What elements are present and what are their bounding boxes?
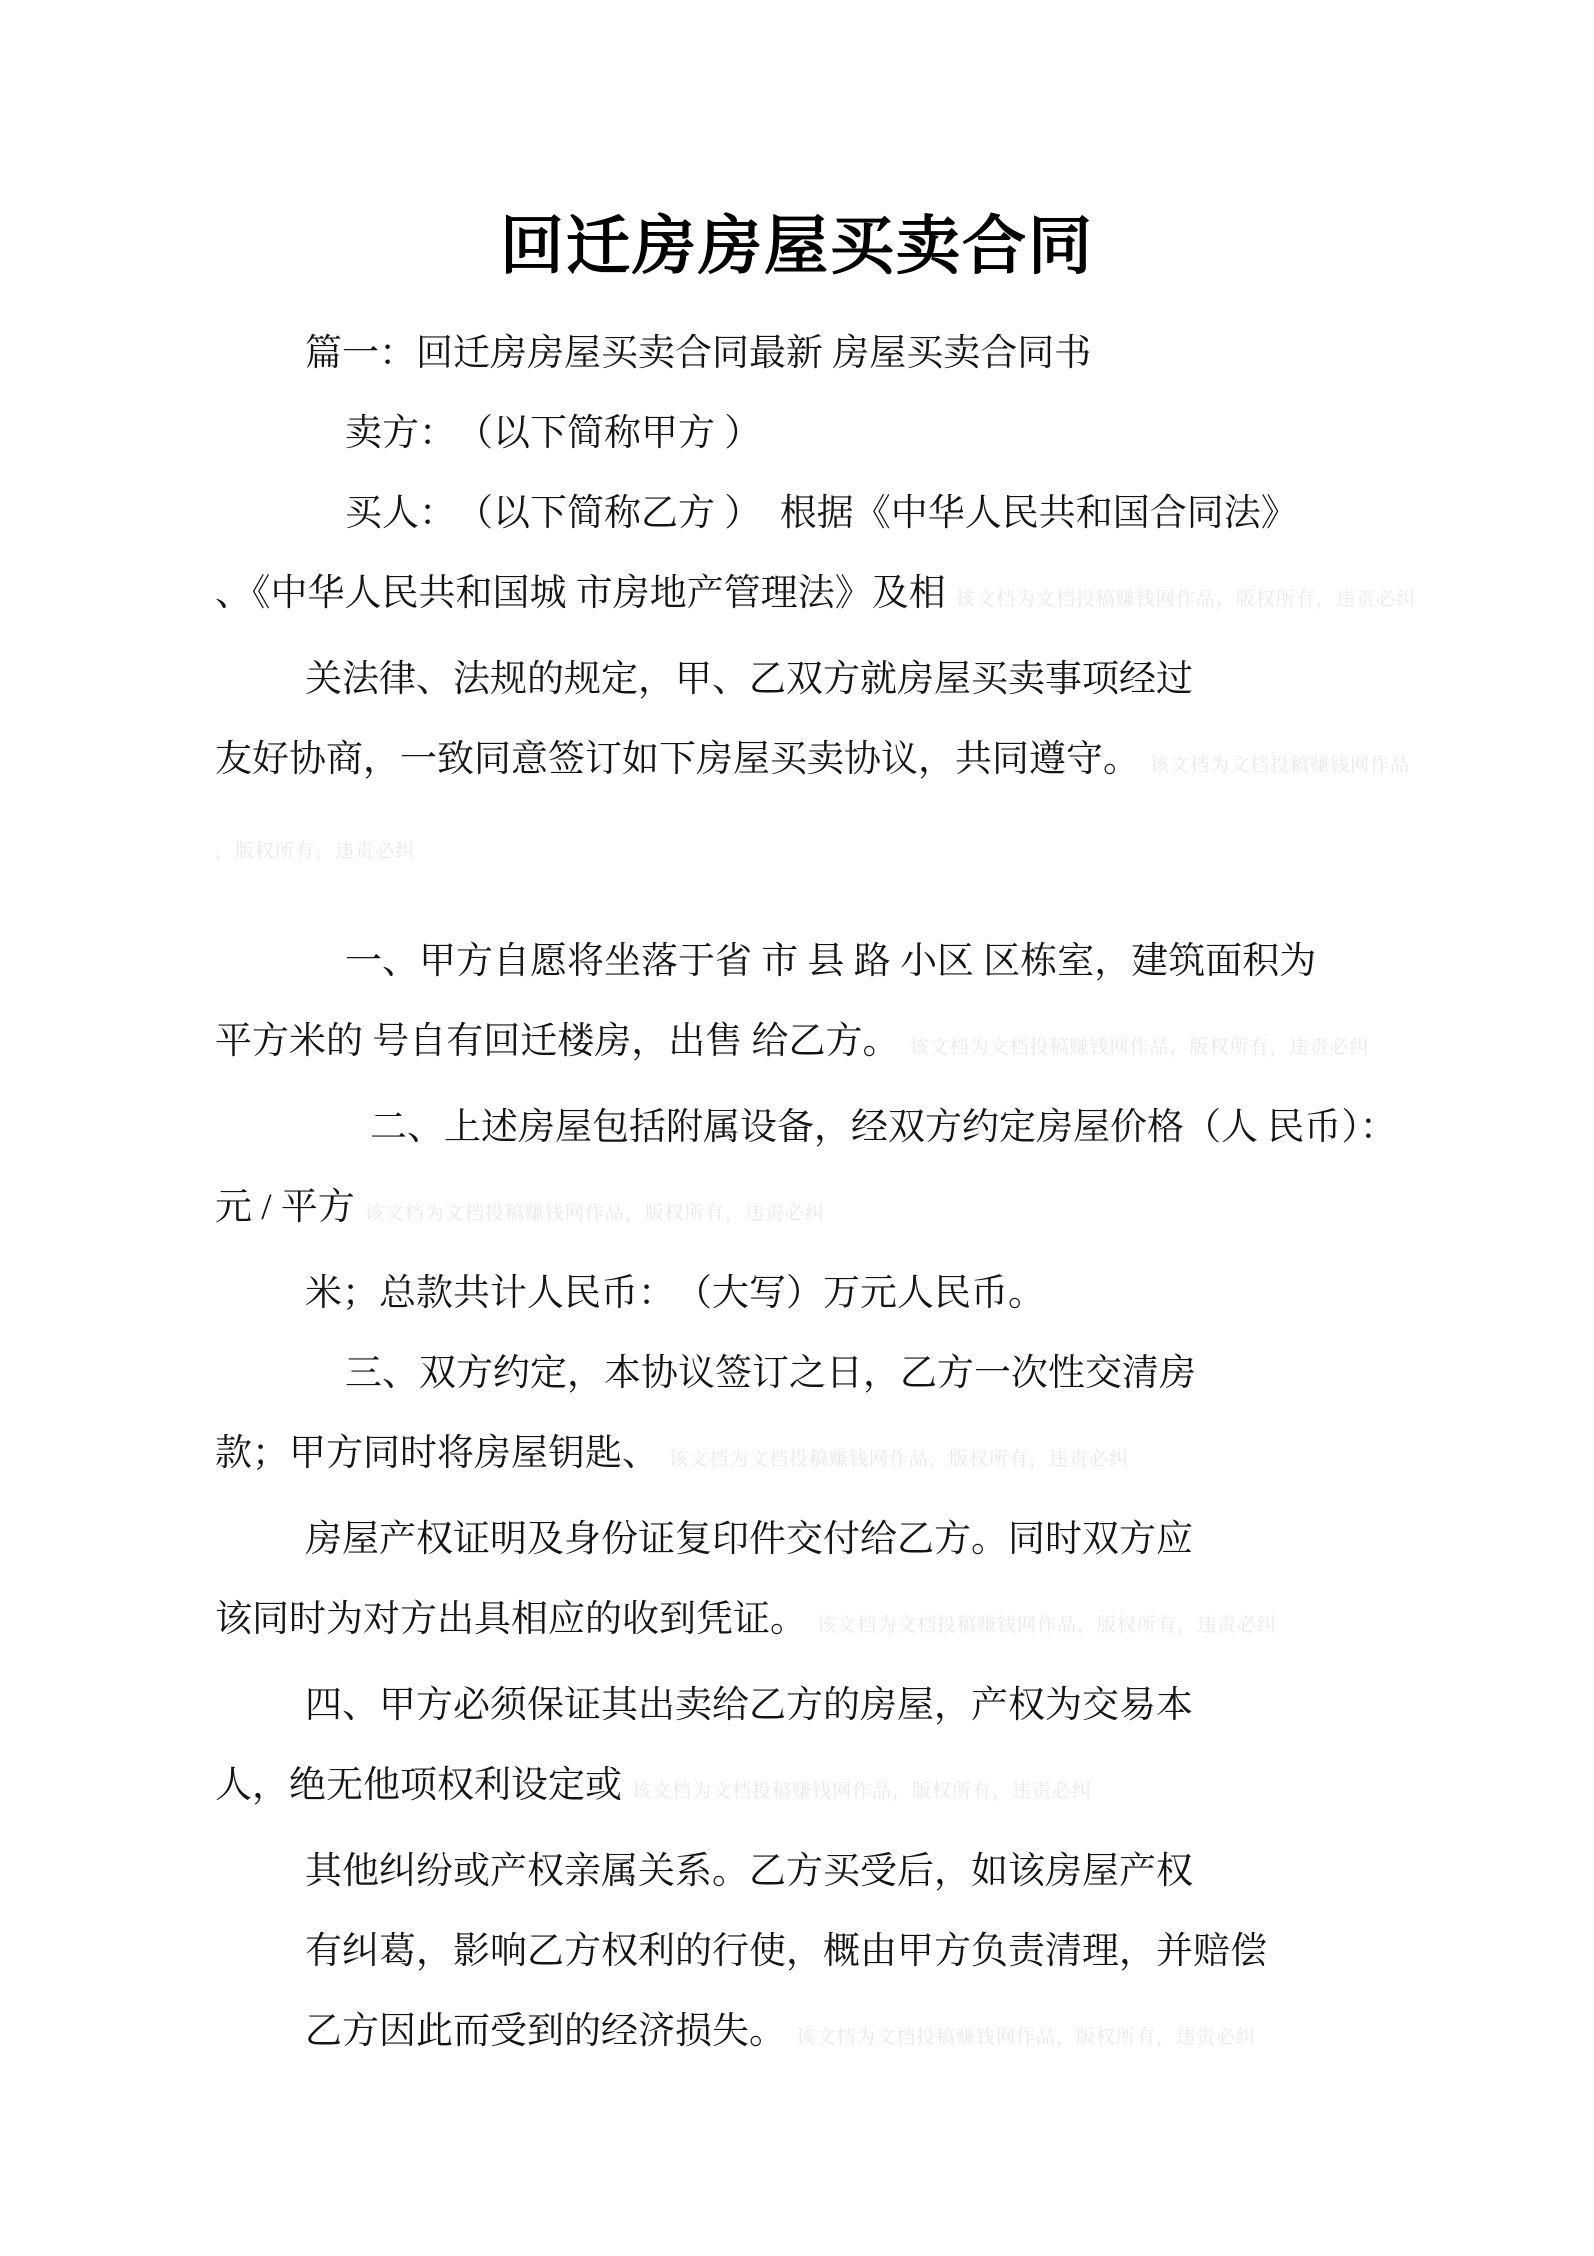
paragraph-text: 篇一：回迁房房屋买卖合同最新 房屋买卖合同书 — [305, 332, 1092, 374]
watermark-text: 该文档为文档投稿赚钱网作品 — [1150, 754, 1411, 776]
paragraph-text: 元 / 平方 — [215, 1186, 355, 1228]
paragraph-line — [305, 1992, 1594, 2078]
document-title: 回迁房房屋买卖合同 — [500, 210, 1094, 282]
paragraph-line — [215, 1168, 1594, 1254]
paragraph-text: 款；甲方同时将房屋钥匙、 — [215, 1432, 659, 1474]
paragraph-text: 其他纠纷或产权亲属关系。乙方买受后，如该房屋产权 — [305, 1850, 1193, 1892]
paragraph-text: 平方米的 号自有回迁楼房，出售 给乙方。 — [215, 1020, 900, 1062]
paragraph-line — [215, 806, 1594, 892]
paragraph-line — [305, 1254, 1594, 1334]
watermark-text: 该文档为文档投稿赚钱网作品，版权所有，违责必纠 — [955, 588, 1416, 610]
paragraph-text: 人，绝无他项权利设定或 — [215, 1764, 622, 1806]
paragraph-line — [215, 1002, 1594, 1088]
watermark-text: 该文档为文档投稿赚钱网作品，版权所有，违责必纠 — [669, 1448, 1130, 1470]
paragraph-line — [215, 554, 1594, 640]
paragraph-line — [215, 1746, 1594, 1832]
paragraph-line — [215, 1580, 1594, 1666]
paragraph-line — [305, 1832, 1594, 1912]
paragraph-line — [345, 1334, 1594, 1414]
paragraph-text: 米；总款共计人民币： （大写）万元人民币。 — [305, 1272, 1045, 1314]
paragraph-gap — [0, 892, 1594, 922]
paragraph-text: 、《中华人民共和国城 市房地产管理法》及相 — [215, 572, 946, 614]
paragraph-text: 房屋产权证明及身份证复印件交付给乙方。同时双方应 — [305, 1518, 1193, 1560]
watermark-text: 该文档为文档投稿赚钱网作品，版权所有，违责必纠 — [817, 1614, 1278, 1636]
paragraph-text: 四、甲方必须保证其出卖给乙方的房屋，产权为交易本 — [305, 1684, 1193, 1726]
paragraph-line — [370, 1088, 1594, 1168]
paragraph-text: 友好协商，一致同意签订如下房屋买卖协议，共同遵守。 — [215, 738, 1140, 780]
paragraph-text: 该同时为对方出具相应的收到凭证。 — [215, 1598, 807, 1640]
paragraph-text: 买人： （以下简称乙方 ） 根据《中华人民共和国合同法》 — [345, 492, 1298, 534]
document-body — [0, 314, 1594, 2078]
paragraph-text: 二、上述房屋包括附属设备，经双方约定房屋价格（人 民币）： — [370, 1106, 1397, 1148]
paragraph-line — [215, 720, 1594, 806]
watermark-text: 该文档为文档投稿赚钱网作品，版权所有，违责必纠 — [632, 1780, 1093, 1802]
paragraph-line — [305, 1666, 1594, 1746]
paragraph-text: 卖方： （以下简称甲方 ） — [345, 412, 762, 454]
paragraph-text: 关法律、法规的规定，甲、乙双方就房屋买卖事项经过 — [305, 658, 1193, 700]
paragraph-text: 有纠葛，影响乙方权利的行使，概由甲方负责清理，并赔偿 — [305, 1930, 1267, 1972]
paragraph-line — [305, 640, 1594, 720]
paragraph-line — [345, 394, 1594, 474]
watermark-text: 该文档为文档投稿赚钱网作品，版权所有，违责必纠 — [364, 1202, 825, 1224]
paragraph-text: 乙方因此而受到的经济损失。 — [305, 2010, 786, 2052]
watermark-text: 该文档为文档投稿赚钱网作品，版权所有，违责必纠 — [796, 2026, 1257, 2048]
watermark-text: ，版权所有，违责必纠 — [215, 840, 416, 862]
watermark-text: 该文档为文档投稿赚钱网作品，版权所有，违责必纠 — [909, 1036, 1370, 1058]
paragraph-line — [305, 1500, 1594, 1580]
paragraph-line — [215, 1414, 1594, 1500]
paragraph-line — [305, 314, 1594, 394]
paragraph-text: 一、甲方自愿将坐落于省 市 县 路 小区 区栋室，建筑面积为 — [345, 940, 1317, 982]
paragraph-text: 三、双方约定，本协议签订之日，乙方一次性交清房 — [345, 1352, 1196, 1394]
paragraph-line — [345, 922, 1594, 1002]
paragraph-line — [305, 1912, 1594, 1992]
paragraph-line — [345, 474, 1594, 554]
